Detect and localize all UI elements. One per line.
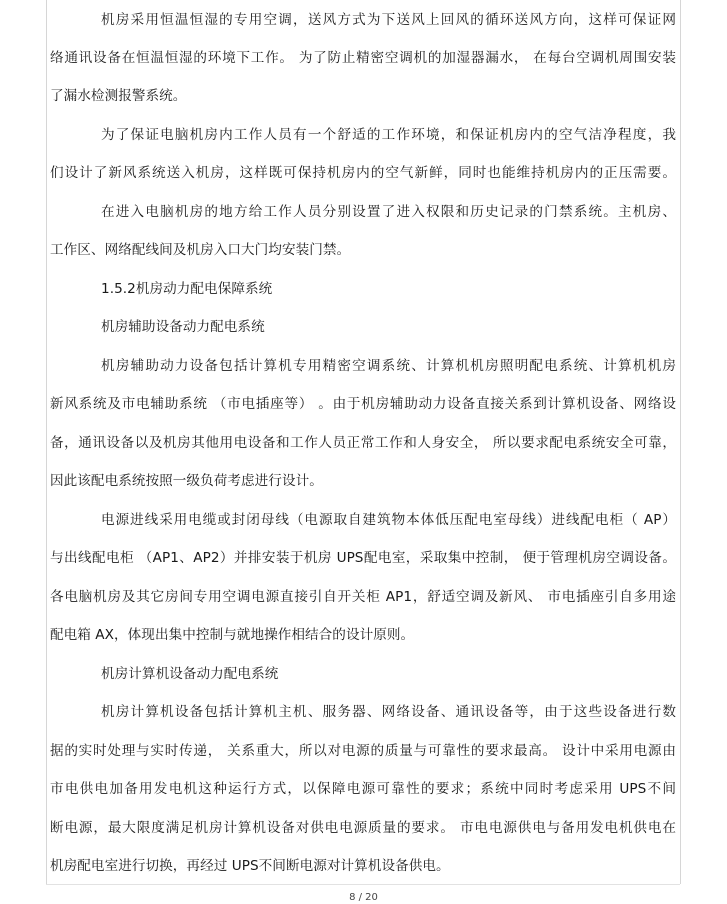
page-left-border [46,0,47,884]
text-line: 新风系统及市电辅助系统 （市电插座等） 。由于机房辅助动力设备直接关系到计算机设备、网络设 [50,396,676,412]
text-line: 了漏水检测报警系统。 [50,88,187,104]
text-line: 机房配电室进行切换，再经过 UPS不间断电源对计算机设备供电。 [50,858,450,874]
text-line: 配电箱 AX，体现出集中控制与就地操作相结合的设计原则。 [50,627,415,643]
text-line: 据的实时处理与实时传递， 关系重大，所以对电源的质量与可靠性的要求最高。 设计中采用电源由 [50,743,676,759]
text-line: 在进入电脑机房的地方给工作人员分别设置了进入权限和历史记录的门禁系统。主机房、 [101,204,676,220]
subsection-heading: 机房计算机设备动力配电系统 [101,666,279,682]
text-line: 电源进线采用电缆或封闭母线（电源取自建筑物本体低压配电室母线）进线配电柜（ AP） [101,512,676,528]
page-right-border [680,0,681,884]
text-line: 各电脑机房及其它房间专用空调电源直接引自开关柜 AP1，舒适空调及新风、 市电插座引自多用途 [50,589,676,605]
text-line: 机房采用恒温恒湿的专用空调，送风方式为下送风上回风的循环送风方向，这样可保证网 [101,12,676,28]
text-line: 断电源，最大限度满足机房计算机设备对供电电源质量的要求。 市电电源供电与备用发电机供电在 [50,820,676,836]
subsection-heading: 机房辅助设备动力配电系统 [101,319,265,335]
text-line: 与出线配电柜 （AP1、AP2）并排安装于机房 UPS配电室，采取集中控制， 便于管理机房空调设备。 [50,550,676,566]
text-line: 机房辅助动力设备包括计算机专用精密空调系统、计算机机房照明配电系统、计算机机房 [101,358,676,374]
page-bottom-border [46,884,680,885]
section-heading: 1.5.2机房动力配电保障系统 [101,281,273,297]
text-line: 络通讯设备在恒温恒湿的环境下工作。 为了防止精密空调机的加湿器漏水， 在每台空调机周围安装 [50,50,676,66]
text-line: 市电供电加备用发电机这种运行方式，以保障电源可靠性的要求；系统中同时考虑采用 UPS不间 [50,781,676,797]
text-line: 为了保证电脑机房内工作人员有一个舒适的工作环境，和保证机房内的空气洁净程度，我 [101,127,676,143]
text-line: 们设计了新风系统送入机房，这样既可保持机房内的空气新鲜，同时也能维持机房内的正压需要。 [50,165,676,181]
text-line: 工作区、网络配线间及机房入口大门均安装门禁。 [50,242,351,258]
page-number: 8 / 20 [349,892,378,903]
text-line: 备，通讯设备以及机房其他用电设备和工作人员正常工作和人身安全， 所以要求配电系统安全可靠， [50,435,676,451]
text-line: 机房计算机设备包括计算机主机、服务器、网络设备、通讯设备等，由于这些设备进行数 [101,704,676,720]
text-line: 因此该配电系统按照一级负荷考虑进行设计。 [50,473,323,489]
